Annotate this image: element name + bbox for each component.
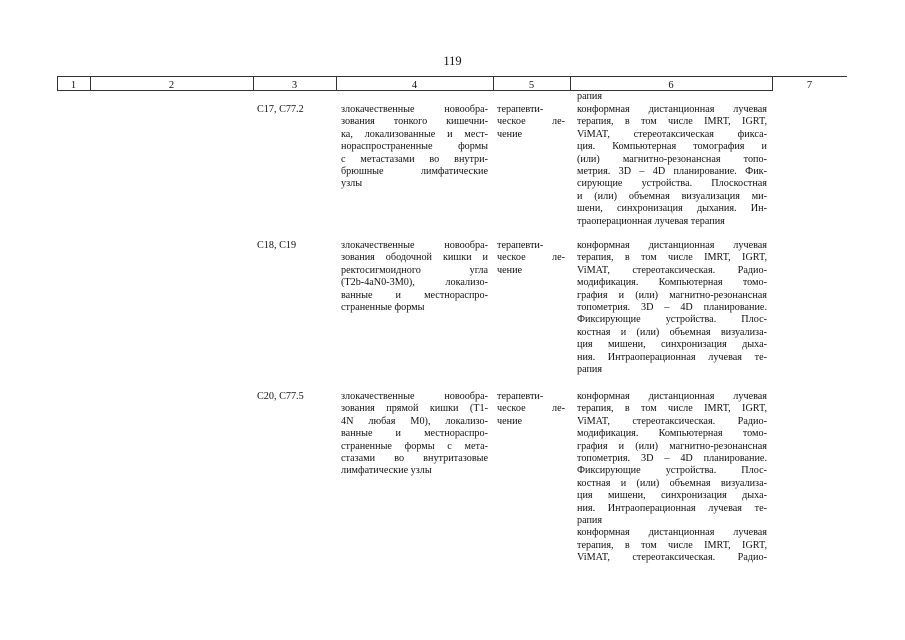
table-row-treatment: терапевти- ческое ле- чение bbox=[497, 240, 565, 276]
table-row-method: конформная дистанционная лучевая терапия, в том числе IMRT, IGRT, ViMAT, стереотаксическая. Радио- модификация. Компьютерная томо- графия и (или) магнитно-резонансная топометрия. 3D – 4D планирование. Фиксирующие устройства. Плос- костная и (или) объемная визуализа- ция мишени, синхронизация дыха- ния. Интраоперационная лучевая те- рапия конформная дистанционная лучевая терапия, в том числе IMRT, IGRT, ViMAT, стереотаксическая. Радио- bbox=[577, 391, 767, 564]
table-row-disease: злокачественные новообра- зования тонкого кишечни- ка, локализованные и мест- нораспространенные формы с метастазами во внутри- брюшные лимфатические узлы bbox=[341, 104, 488, 190]
column-header-3: 3 bbox=[291, 80, 298, 91]
column-header-6: 6 bbox=[668, 80, 674, 91]
page-number: 119 bbox=[443, 54, 462, 68]
column-header-7: 7 bbox=[806, 80, 813, 91]
table-row-treatment: терапевти- ческое ле- чение bbox=[497, 104, 565, 140]
table-row-code: C18, C19 bbox=[257, 240, 297, 251]
column-header-4: 4 bbox=[411, 80, 418, 91]
column-header-5: 5 bbox=[528, 80, 535, 91]
table-row-treatment: терапевти- ческое ле- чение bbox=[497, 391, 565, 427]
table-row-code: C20, C77.5 bbox=[257, 391, 304, 402]
table-row-code: C17, C77.2 bbox=[257, 104, 304, 115]
column-header-2: 2 bbox=[168, 80, 175, 91]
header-top-rule bbox=[57, 76, 847, 77]
table-row-disease: злокачественные новообра- зования прямой кишки (T1- 4N любая M0), локализо- ванные и местнораспро- страненные формы с мета- стазами во внутритазовые лимфатические узлы bbox=[341, 391, 488, 477]
table-row-disease: злокачественные новообра- зования ободочной кишки и ректосигмоидного угла (T2b-4aN0-3M0), локализо- ванные и местнораспро- страненные формы bbox=[341, 240, 488, 313]
table-row-method: конформная дистанционная лучевая терапия, в том числе IMRT, IGRT, ViMAT, стереотаксическая фикса- ция. Компьютерная томография и (или) магнитно-резонансная топо- метрия. 3D – 4D планирование. Фик- сирующие устройства. Плоскостная и (или) объемная визуализация ми- шени, синхронизация дыхания. Ин- траоперационная лучевая терапия bbox=[577, 104, 767, 227]
column-header-1: 1 bbox=[70, 80, 77, 91]
table-row-method: конформная дистанционная лучевая терапия, в том числе IMRT, IGRT, ViMAT, стереотаксическая. Радио- модификация. Компьютерная томо- графия и (или) магнитно-резонансная топометрия. 3D – 4D планирование. Фиксирующие устройства. Плос- костная и (или) объемная визуализа- ция мишени, синхронизация дыха- ния. Интраоперационная лучевая те- рапия bbox=[577, 240, 767, 375]
continuation-text: рапия bbox=[577, 91, 603, 102]
